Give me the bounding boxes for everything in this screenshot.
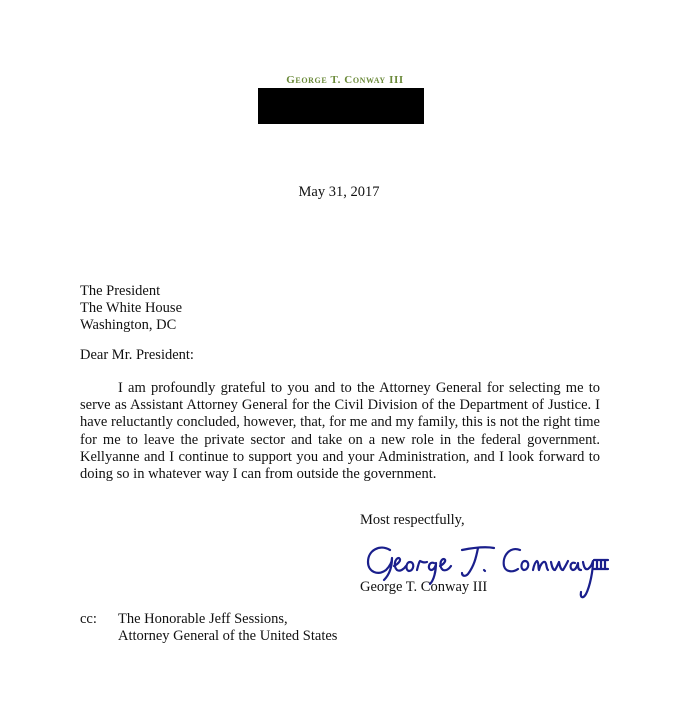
cc-line-1: The Honorable Jeff Sessions, <box>118 611 288 627</box>
recipient-line-2: The White House <box>80 300 183 316</box>
redacted-block <box>258 88 424 124</box>
cc-block <box>80 611 337 645</box>
signer-name: George T. Conway III <box>360 579 488 595</box>
closing: Most respectfully, <box>360 512 465 528</box>
letter-body: I am profoundly grateful to you and to the Attorney General for selecting me to serve as Assistant Attorney General for the Civil Division of the Department of Justice. I have reluctantly concluded, however, that, for me and my family, this is not the right time for me to leave the private sector and take on a new role in the federal government. Kellyanne and I continue to support you and your Administration, and I look forward to doing so in whatever way I can from outside the government. <box>80 380 600 483</box>
recipient-address <box>80 283 182 334</box>
letterhead-name: George T. Conway III <box>286 74 404 86</box>
letter-date: May 31, 2017 <box>298 184 380 200</box>
salutation: Dear Mr. President: <box>80 347 194 363</box>
recipient-line-3: Washington, DC <box>80 317 177 333</box>
recipient-line-1: The President <box>80 283 161 299</box>
cc-line-2: Attorney General of the United States <box>118 628 338 644</box>
cc-label: cc: <box>80 611 97 627</box>
